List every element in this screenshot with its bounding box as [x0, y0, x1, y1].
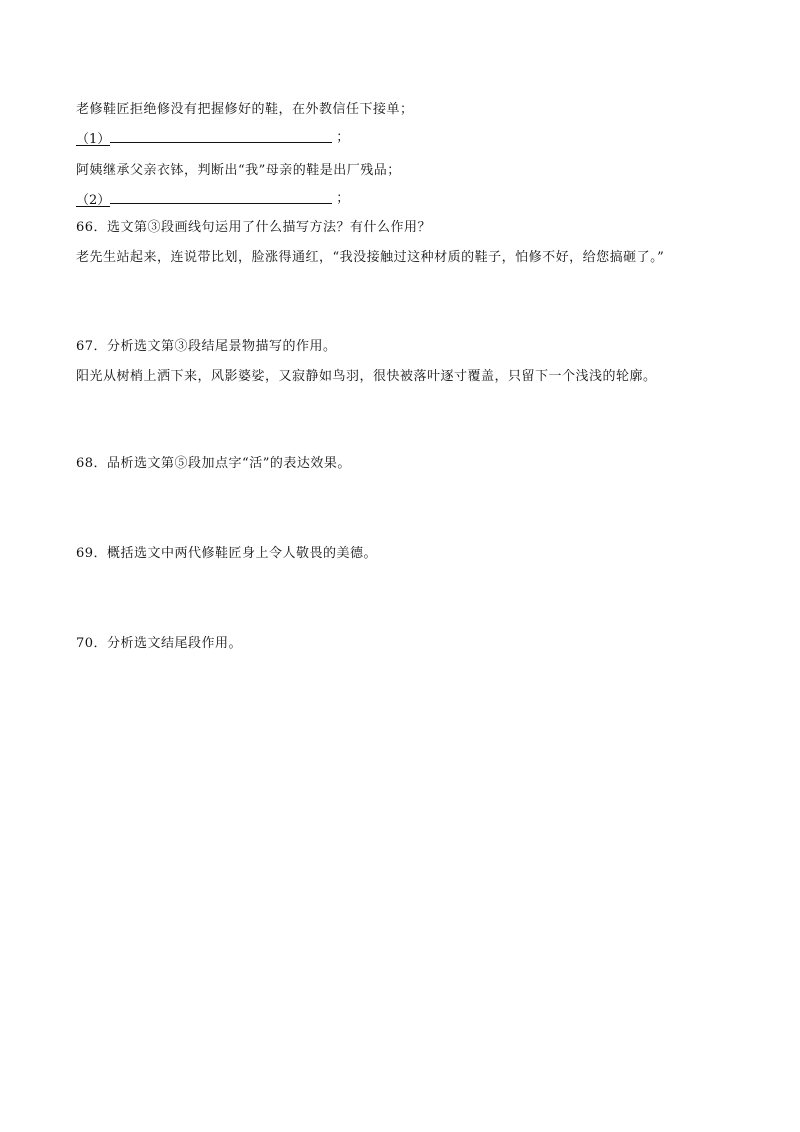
question-68: 68．品析选文第⑤段加点字“活”的表达效果。 — [76, 456, 351, 471]
question-70: 70．分析选文结尾段作用。 — [76, 636, 243, 651]
blank-2-end: ； — [336, 191, 350, 206]
blank-1-end: ； — [336, 130, 350, 145]
blank-1-answer-line[interactable] — [110, 128, 332, 143]
question-67: 67．分析选文第③段结尾景物描写的作用。 — [76, 339, 337, 354]
blank-2-number: （2） — [76, 193, 111, 208]
summary-line-1: 老修鞋匠拒绝修没有把握修好的鞋，在外教信任下接单； — [76, 102, 414, 117]
fill-blank-1 — [76, 128, 349, 147]
question-69: 69．概括选文中两代修鞋匠身上令人敬畏的美德。 — [76, 546, 378, 561]
question-66-quote: 老先生站起来，连说带比划，脸涨得通红，“我没接触过这种材质的鞋子，怕修不好，给您搞砸了。” — [76, 250, 665, 265]
blank-1-number: （1） — [76, 132, 111, 147]
blank-2-answer-line[interactable] — [110, 189, 332, 204]
question-66: 66．选文第③段画线句运用了什么描写方法？有什么作用？ — [76, 220, 432, 235]
fill-blank-2 — [76, 189, 349, 208]
question-67-quote: 阳光从树梢上洒下来，风影婆娑，又寂静如鸟羽，很快被落叶逐寸覆盖，只留下一个浅浅的轮廓。 — [76, 369, 657, 384]
summary-line-2: 阿姨继承父亲衣钵，判断出“我”母亲的鞋是出厂残品； — [76, 163, 401, 178]
